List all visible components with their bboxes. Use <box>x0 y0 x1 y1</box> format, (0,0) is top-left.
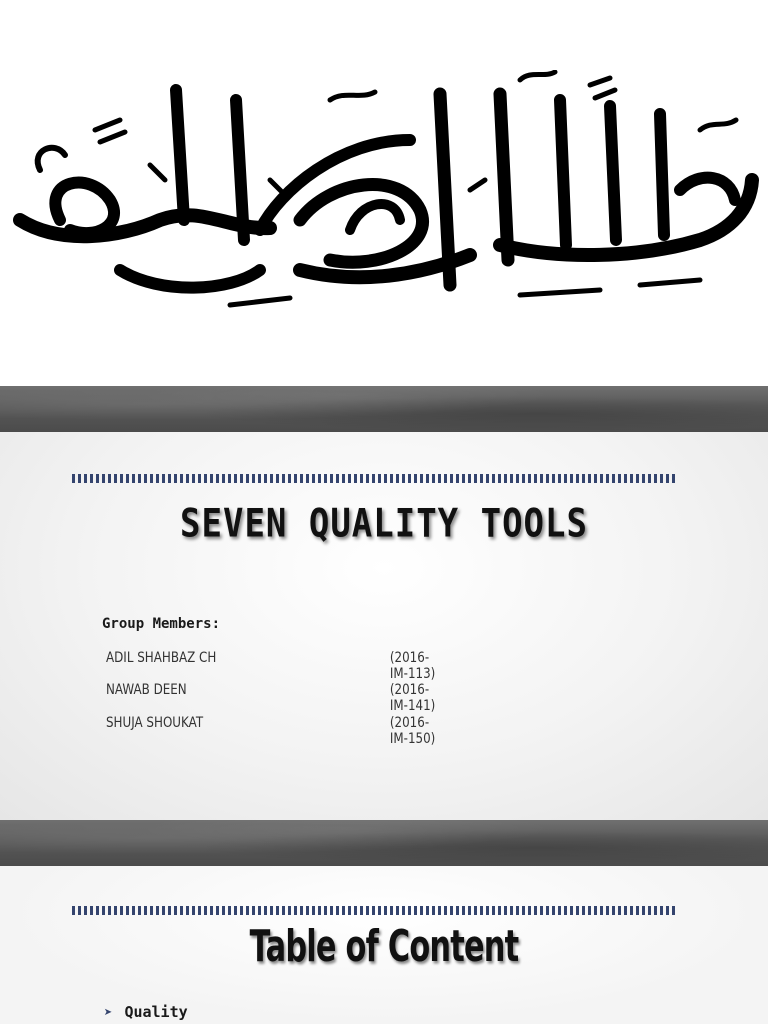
group-members-heading: Group Members: <box>102 616 221 632</box>
member-name: ADIL SHAHBAZ CH <box>106 650 217 666</box>
dashed-rule <box>72 906 678 915</box>
slide-separator-band <box>0 386 768 432</box>
slide-title: SEVEN QUALITY TOOLS <box>180 501 588 547</box>
bismillah-calligraphy-image <box>0 70 768 320</box>
arrow-right-icon: ➤ <box>104 1005 113 1021</box>
toc-title: Table of Content <box>249 920 519 972</box>
member-roll: (2016-IM-150) <box>389 715 436 747</box>
member-name: NAWAB DEEN <box>106 682 187 698</box>
dashed-rule <box>72 474 678 483</box>
calligraphy-slide <box>0 0 768 386</box>
member-name: SHUJA SHOUKAT <box>106 715 204 731</box>
member-roll: (2016-IM-113) <box>389 650 436 682</box>
toc-slide <box>0 866 768 1024</box>
member-roll: (2016-IM-141) <box>389 682 436 714</box>
title-slide <box>0 432 768 820</box>
slide-separator-band <box>0 820 768 866</box>
toc-item-label: Quality <box>124 1003 188 1021</box>
toc-item <box>104 1003 188 1021</box>
